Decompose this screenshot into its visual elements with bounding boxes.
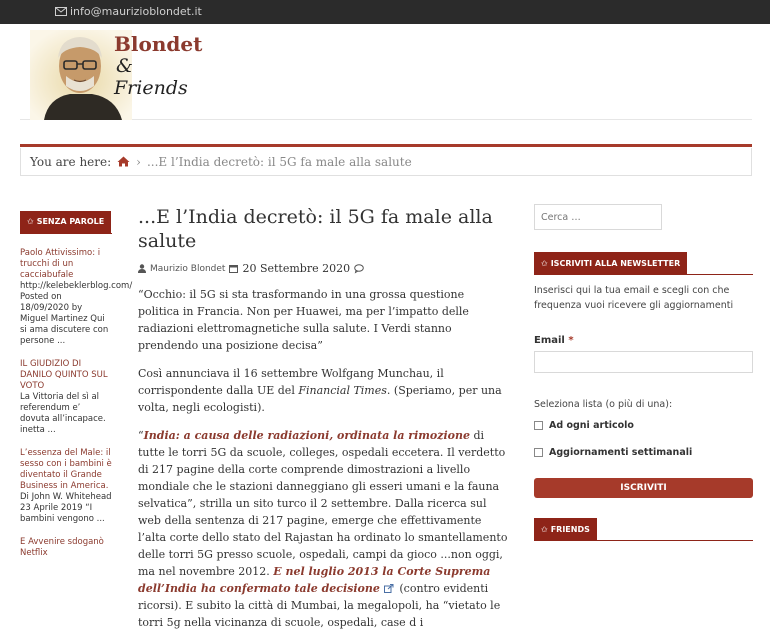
email-label [534,335,753,346]
widget-heading-label: FRIENDS [550,524,590,534]
site-subtitle[interactable]: Friends [114,77,188,99]
highlight-link[interactable]: E nel luglio 2013 la Corte Suprema dell’India ha confermato tale decisione [138,565,491,595]
widget-heading-label: ISCRIVITI ALLA NEWSLETTER [550,258,681,268]
widget-underline [534,274,753,275]
list-item [20,359,112,436]
checkbox-label[interactable]: Ad ogni articolo [549,420,634,431]
widget-underline [534,540,753,541]
widget-heading-newsletter [534,252,687,274]
external-link-icon[interactable] [384,584,394,593]
newsletter-description: Inserisci qui la tua email e scegli con che frequenza vuoi ricevere gli aggiornamenti [534,285,734,311]
calendar-icon [229,264,238,273]
widget-heading-friends [534,518,597,540]
breadcrumb-label: You are here: [30,154,112,169]
article-meta [138,262,508,275]
star-icon: ✩ [27,217,34,226]
star-icon: ✩ [541,524,548,534]
text-run: “ [138,429,144,442]
site-header [20,24,752,120]
post-link[interactable]: IL GIUDIZIO DI DANILO QUINTO SUL VOTO [20,358,108,391]
publication-name: Financial Times [298,384,387,397]
text-run: . (Speriamo, per una volta, negli ecologisti). [138,384,502,414]
list-item [20,537,112,559]
email-label-text: Email [534,335,565,346]
article-author[interactable]: Maurizio Blondet [150,263,226,274]
header-divider [20,144,752,147]
checkbox-label[interactable]: Aggiornamenti settimanali [549,447,693,458]
email-field[interactable] [534,351,753,373]
breadcrumb-current: ...E l’India decretò: il 5G fa male alla salute [146,154,412,169]
text-run: Così annunciava il 16 settembre Wolfgang Munchau, il corrispondente dalla UE del [138,367,444,397]
widget-underline [20,233,112,234]
post-link[interactable]: E Avvenire sdoganò Netflix [20,536,104,558]
envelope-icon [55,7,67,16]
text-run: di tutte le torri 5G da scuole, colleges, ospedali eccetera. Il verdetto di 217 pagine della corte comprende dimostrazioni a livello mondiale che le stazioni danneggiano gli esseri umani e la fauna selvatica”, strilla un sito turco il 2 settembre. Dalla ricerca sul web della sentenza di 217 pagine, emerge che effettivamente l’alta corte dello stato del Rajastan ha ordinato lo smantellamento delle torri 5G presso scuole, ospedali, campi da gioco ...non oggi, ma nel novembre 2012. [138,429,508,578]
article-paragraph [138,365,508,416]
left-sidebar [20,209,133,571]
article-paragraph: “Occhio: il 5G si sta trasformando in una grossa questione politica in Francia. Non per Huawei, ma per l’impatto delle radiazioni elettromagnetiche sulla salute. I Verdi stanno prendendo una posizione decisa” [138,288,469,352]
right-sidebar [534,204,753,555]
text-run: (contro evidenti ricorsi). E subito la città di Mumbai, la megalopoli, ha “vietato le torri 5g nella vicinanza di scuole, ospedali, case d i [138,582,501,629]
checkbox-aggiornamenti-settimanali[interactable] [534,447,753,458]
search-input[interactable] [534,204,662,230]
checkbox[interactable] [534,421,543,430]
post-excerpt: La Vittoria del sì al referendum e’ dovuta all’incapace. inetta ... [20,391,106,435]
contact-email-link[interactable] [55,5,202,18]
user-icon [138,264,146,273]
breadcrumb-separator: › [136,154,141,169]
post-link[interactable]: Paolo Attivissimo: i trucchi di un cacciabufale [20,247,101,280]
contact-email[interactable]: info@maurizioblondet.it [70,5,202,18]
article-paragraph [138,427,508,631]
home-icon[interactable] [117,156,130,167]
post-excerpt: http://kelebeklerblog.com/ Posted on 18/09/2020 by Miguel Martinez Qui si ama discutere con persone ... [20,280,133,346]
checkbox-ad-ogni-articolo[interactable] [534,420,753,431]
article [138,205,508,631]
comment-icon[interactable] [354,264,364,273]
breadcrumb [20,148,752,176]
article-date[interactable]: 20 Settembre 2020 [242,262,351,275]
article-title: ...E l’India decretò: il 5G fa male alla salute [138,206,493,252]
post-link[interactable]: L’essenza del Male: il sesso con i bambini è diventato il Grande Business in America. [20,447,112,491]
subscribe-button[interactable]: ISCRIVITI [534,478,753,498]
post-excerpt: Di John W. Whitehead 23 Aprile 2019 “I bambini vengono ... [20,491,112,524]
required-marker: * [568,335,574,346]
list-item [20,448,112,525]
checkbox[interactable] [534,448,543,457]
site-title-ampersand: & [116,55,133,77]
highlight-text: India: a causa delle radiazioni, ordinata la rimozione [143,429,470,442]
top-bar [0,0,770,24]
widget-heading-senza-parole [20,211,111,233]
site-title[interactable]: Blondet [114,32,203,56]
star-icon: ✩ [541,258,548,268]
list-item [20,247,133,347]
widget-heading-label: SENZA PAROLE [36,217,105,226]
list-select-label: Seleziona lista (o più di una): [534,399,673,410]
